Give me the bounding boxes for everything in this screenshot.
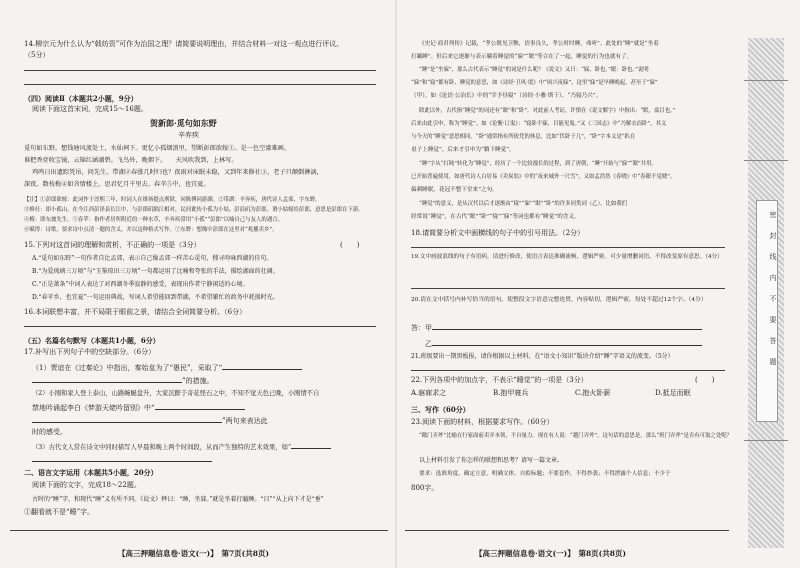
reading-instruction-2: 阅读下面的文字，完成18～22题。 [32,481,141,489]
fill-2-tail: 时的感受。 [32,428,67,436]
footer-title: 【高三押题信息卷·语文(一)】 [475,549,571,558]
footer-title: 【高三押题信息卷·语文(一)】 [118,549,214,558]
poem-line: 觅句如东野。想钱塘风流处士，水仙祠下。更忆小孤烟浪里，望断彭郎欲嫁①。是一色空濛难画。 [24,145,291,152]
passage-line: （甲），如《论语·公冶长》中的“宰予昼寝”（诗经·小雅·斯干），“乃寝乃兴”。 [411,93,602,99]
question-22: 22.下列各项中的加点字，不表示“睡觉”的一项是（3分） [411,376,588,384]
passage-line: 经常说“睡觉”，在古代“眠”“卧”“寝”“寐”等词也都有“睡觉”的含义。 [411,214,580,220]
passage-line: 偏刺睡眠，花冠不整下堂来”之句。 [411,187,498,193]
passage-line: “睡”是“坐寐”，那么古代表示“睡觉”的词是什么呢？《说文》又曰：“寐，卧也。”眠：卧也。”说明 [419,67,649,73]
seal-text: 密封线内不要答题 [769,211,777,379]
section-heading-4: （四）阅读Ⅱ（本题共2小题，9分） [24,94,138,103]
option-c: C.抱火卧薪 [575,389,611,397]
reading-instruction: 阅读下面这首宋词，完成15～16题。 [32,105,148,113]
prompt-requirement: 要求：选准角度，确定立意，明确文体，自拟标题；不要套作，不得抄袭；不得泄露个人信息；不少于 [419,471,671,477]
passage-line: 与今天的“睡觉”意思相同。“卧”通常指有所依凭的休息，比如“伏卧于几”，“卧”字本义是“趴在 [411,134,636,140]
left-page [0,0,395,568]
answer-line [411,288,725,289]
fill-1 [32,362,302,373]
option-b: B.抱甲寝兵 [493,389,529,397]
fill-2-end [32,415,268,426]
passage-line: “寐”和“寝”都有卧、睡觉的意思，如《诗经·卫风·氓》中“夙兴夜寐”，这里“寐”是早睡晚起，甚至于“寐” [411,80,658,86]
option-b: B.“为爱琉璃三万顷”与“玉鉴琼田三万顷”一句都运用了比喻和夸张的手法，描绘湖面的壮阔。 [32,268,279,275]
fill-2-cont [32,402,245,413]
passage-line: 已开始普遍使用，如唐代诗人白居易《卖炭翁》中的“夜来城外一尺雪”，又如孟浩然《春晓》中“春眠不觉晓”。 [411,174,676,180]
answer-a-label: 答：甲 [411,324,432,332]
poem-note: ④梅：即东坡先生。⑤春苹：指作者居所附近的一种水草，辛弃疾常用“小孤”“彭郎”以喻自己与友人的遇合。 [24,217,283,223]
fill-blank[interactable] [432,338,702,346]
fill-blank[interactable] [155,402,245,410]
poem-line: 深夜。数枝梅④如含情楼上，思君忆月千里去。春苹⑤中，也宜夏。 [24,181,210,188]
option-c: C.“正是萧条”中词人表达了对西湖冬季寂静的感受，表现出作者宁静闲适的心境。 [32,281,249,288]
answer-a-row [411,322,702,333]
fill-blank[interactable] [432,322,702,330]
passage-line: 《史记·商君列传》记载，“孝公既见卫鞅，语事良久，孝公时时睡，弗听”。此处的“睡”就是“坐着 [419,41,659,47]
poem-note: 【注】①彭郎欲嫁：此词作于淳熙三年，时词人在维扬提点刑狱，同陈傅同游湖。②带湖：辛弃疾，唐代诗人孟郊，字东野。 [24,197,321,203]
question-21: 21.班级要出一期黑板报，请你根据以上材料，在“语文小知识”版块介绍“睡”字语义的流变。（5分） [411,353,674,360]
poem-author: 辛弃疾 [178,131,199,139]
question-14: 14.柳宗元为什么认为“戟纺资”可作为治国之理？请简要说明理由，并结合材料一对这一观点进行评议。 [24,40,344,48]
answer-line [24,326,376,327]
fill-2-suffix: ”两句来表达此 [222,417,268,425]
passage-line: “睡觉”的意义，是从汉代以后才逐渐由“寝”“寐”“眠”“卧”的许多同类词（乙），比如我们 [419,201,628,207]
question-23: 23.阅读下面的材料，根据要求写作。（60分） [411,418,554,426]
option-a: A.“觅句如东野”一句作者自比孟郊，表示自己像孟郊一样苦心觅句，搜寻吟咏西湖的佳句。 [32,255,273,262]
fill-blank[interactable] [32,375,182,383]
question-14-score: （5分） [24,51,50,59]
footer-right [475,548,626,559]
seal-label-box [756,200,778,422]
passage-line: 打瞌睡”。但后来它逐渐与表示躺着睡觉的“寐”“眠”等合在了一起，睡觉的行为也就有了。 [411,54,633,60]
passage-line: “睡”字从“打盹”转化为“睡觉”，经历了一个比较漫长的过程，到了唐朝，“睡”开始与“寐”“眠”并用。 [419,161,657,167]
prompt-material: “敞门弄斧”比喻在行家面前卖弄本领，不自量力。现在有人说：“越门弄斧”，这句话的意思是，那么“班门弄斧”是否有可取之处呢？ [419,433,733,439]
strip-rule [744,160,788,161]
answer-bracket: ( ) [695,376,715,384]
fill-3-text: （3）古代文人常在诗文中同时描写人早晨和晚上两个时间段，从而产生独特的艺术效果，如“ [32,444,292,451]
section-heading-3: 三、写作（60分） [411,405,470,414]
question-15: 15.下列对这首词的理解和赏析，不正确的一项是（3分） [24,241,201,249]
footer-rule [405,530,729,531]
prompt-requirement-end: 800字。 [411,484,439,492]
seal-strip [738,0,800,568]
footer-left [118,548,269,559]
question-20: 20.请在文中括号内补写恰当的语句，使整段文字语意完整连贯，内容贴切，逻辑严密，每处不超过12个字。（4分） [411,297,707,303]
fill-3-end [32,454,212,465]
question-19: 19.文中画波浪线的句子有语病，请进行修改，使语言表达准确流畅，逻辑严密。可少量增删词语，不得改变原有意思。（4分） [411,254,723,260]
fill-blank[interactable] [222,362,302,370]
option-d: D.“春苹乡，也宜夏”一句运用典故，写词人希望能回到带湖，不希望繁忙的政务中耗损时光。 [32,294,279,301]
fill-blank[interactable] [32,415,222,423]
section-heading-5: （五）名篇名句默写（本题共1小题，6分） [24,336,160,345]
poem-title: 贺新郎·觅句如东野 [150,118,217,128]
passage-line: ①翻看就不是“睡”字。 [24,508,95,516]
question-18: 18.请简要分析文中画横线的句子中的引号用法。（2分） [411,229,585,237]
answer-line [24,84,376,85]
poem-note: ③修社：即小孤山，在今江西彭泽县长江中，与彭郎矶隔江相对，民间讹传小孤为小姑，彭浪矶为彭郎，谓小姑嫁给彭郎，意思是彭郎在下游。 [24,207,364,213]
answer-line [411,247,725,248]
strip-rule [744,440,788,441]
poem-line: 谁把香奁收宝镜，云锦红涵湖碧。飞鸟外，晚烟下。 天风吹我到，上林写。 [24,157,238,164]
fill-2: （2）小刚和家人登上泰山，山路蜿蜒盘升，大家沉醉于奇花怪石之中，不知不觉天色已晚，小刚情不自 [32,390,320,397]
strip-rule [744,80,788,81]
fill-blank[interactable] [32,454,212,462]
passage-line: 后来由此引申，称为“睡觉”。如《论衡·订鬼》：“寝卧不寐，目能见鬼。”又《三国志》中“乃解衣而卧”，其义 [411,121,667,127]
fill-1-end [32,375,214,386]
passage-line: 除此以外，古代指“睡觉”的词还有“眠”和“卧”。对此前人考证，许慎在《说文解字》中指出：“眠，翕目也。” [419,108,676,114]
poem-line: 鸡鸣日出遗踪凭吊，问先生，带湖②春涨几时归也？夜雨对床眠未稳，又到年来修社③，老子只颠倒淋漓， [32,169,323,176]
answer-line [24,70,376,71]
footer-rule [10,530,388,531]
right-page [397,0,735,568]
passage-line: 桌子上睡觉”，后来才引申为“躺下睡觉”。 [411,147,515,153]
fill-1-text: （1）贾谊在《过秦论》中指出，秦始皇为了“愚民”，采取了“ [32,364,223,372]
answer-b-label: 乙 [425,340,432,348]
fill-3 [32,441,331,452]
footer-page: 第8页(共8页) [578,549,627,558]
fill-2-text: 禁地吟诵起李白《梦游天姥吟留别》中“ [32,404,155,412]
poem-note: ⑥赋得：诗歌，要求诗中点清一题的含义，并以这种格式写作。⑦东野：想像中彭郎在这里对“兆播卖乡”。 [24,227,278,233]
prompt-line: 以上材料引发了你怎样的联想和思考？请写一篇文章。 [419,457,564,464]
fill-1-suffix: ”的措施。 [182,377,214,385]
footer-page: 第7页(共8页) [221,549,270,558]
passage-line: 古时的“睡”字，和现代“睡”义有所不同。《说文》释曰：“睡，坐寐。”就是坐着打瞌睡。“目”“从上向下才是“垂” [32,496,324,503]
option-d: D.抵足而眠 [655,389,691,397]
answer-b-row [425,338,702,349]
option-a: A.寤寐求之 [411,389,447,397]
question-17: 17.补写出下列句子中的空缺部分。（6分） [24,348,156,356]
answer-line [411,370,725,371]
answer-bracket: ( ) [340,241,360,249]
fill-blank[interactable] [291,441,331,449]
question-16: 16.本词联想丰富，并不局限于眼前之景，请结合全词简要分析。（6分） [24,308,247,316]
section-heading-2: 二、语言文字运用（本题共5小题，20分） [24,468,158,477]
